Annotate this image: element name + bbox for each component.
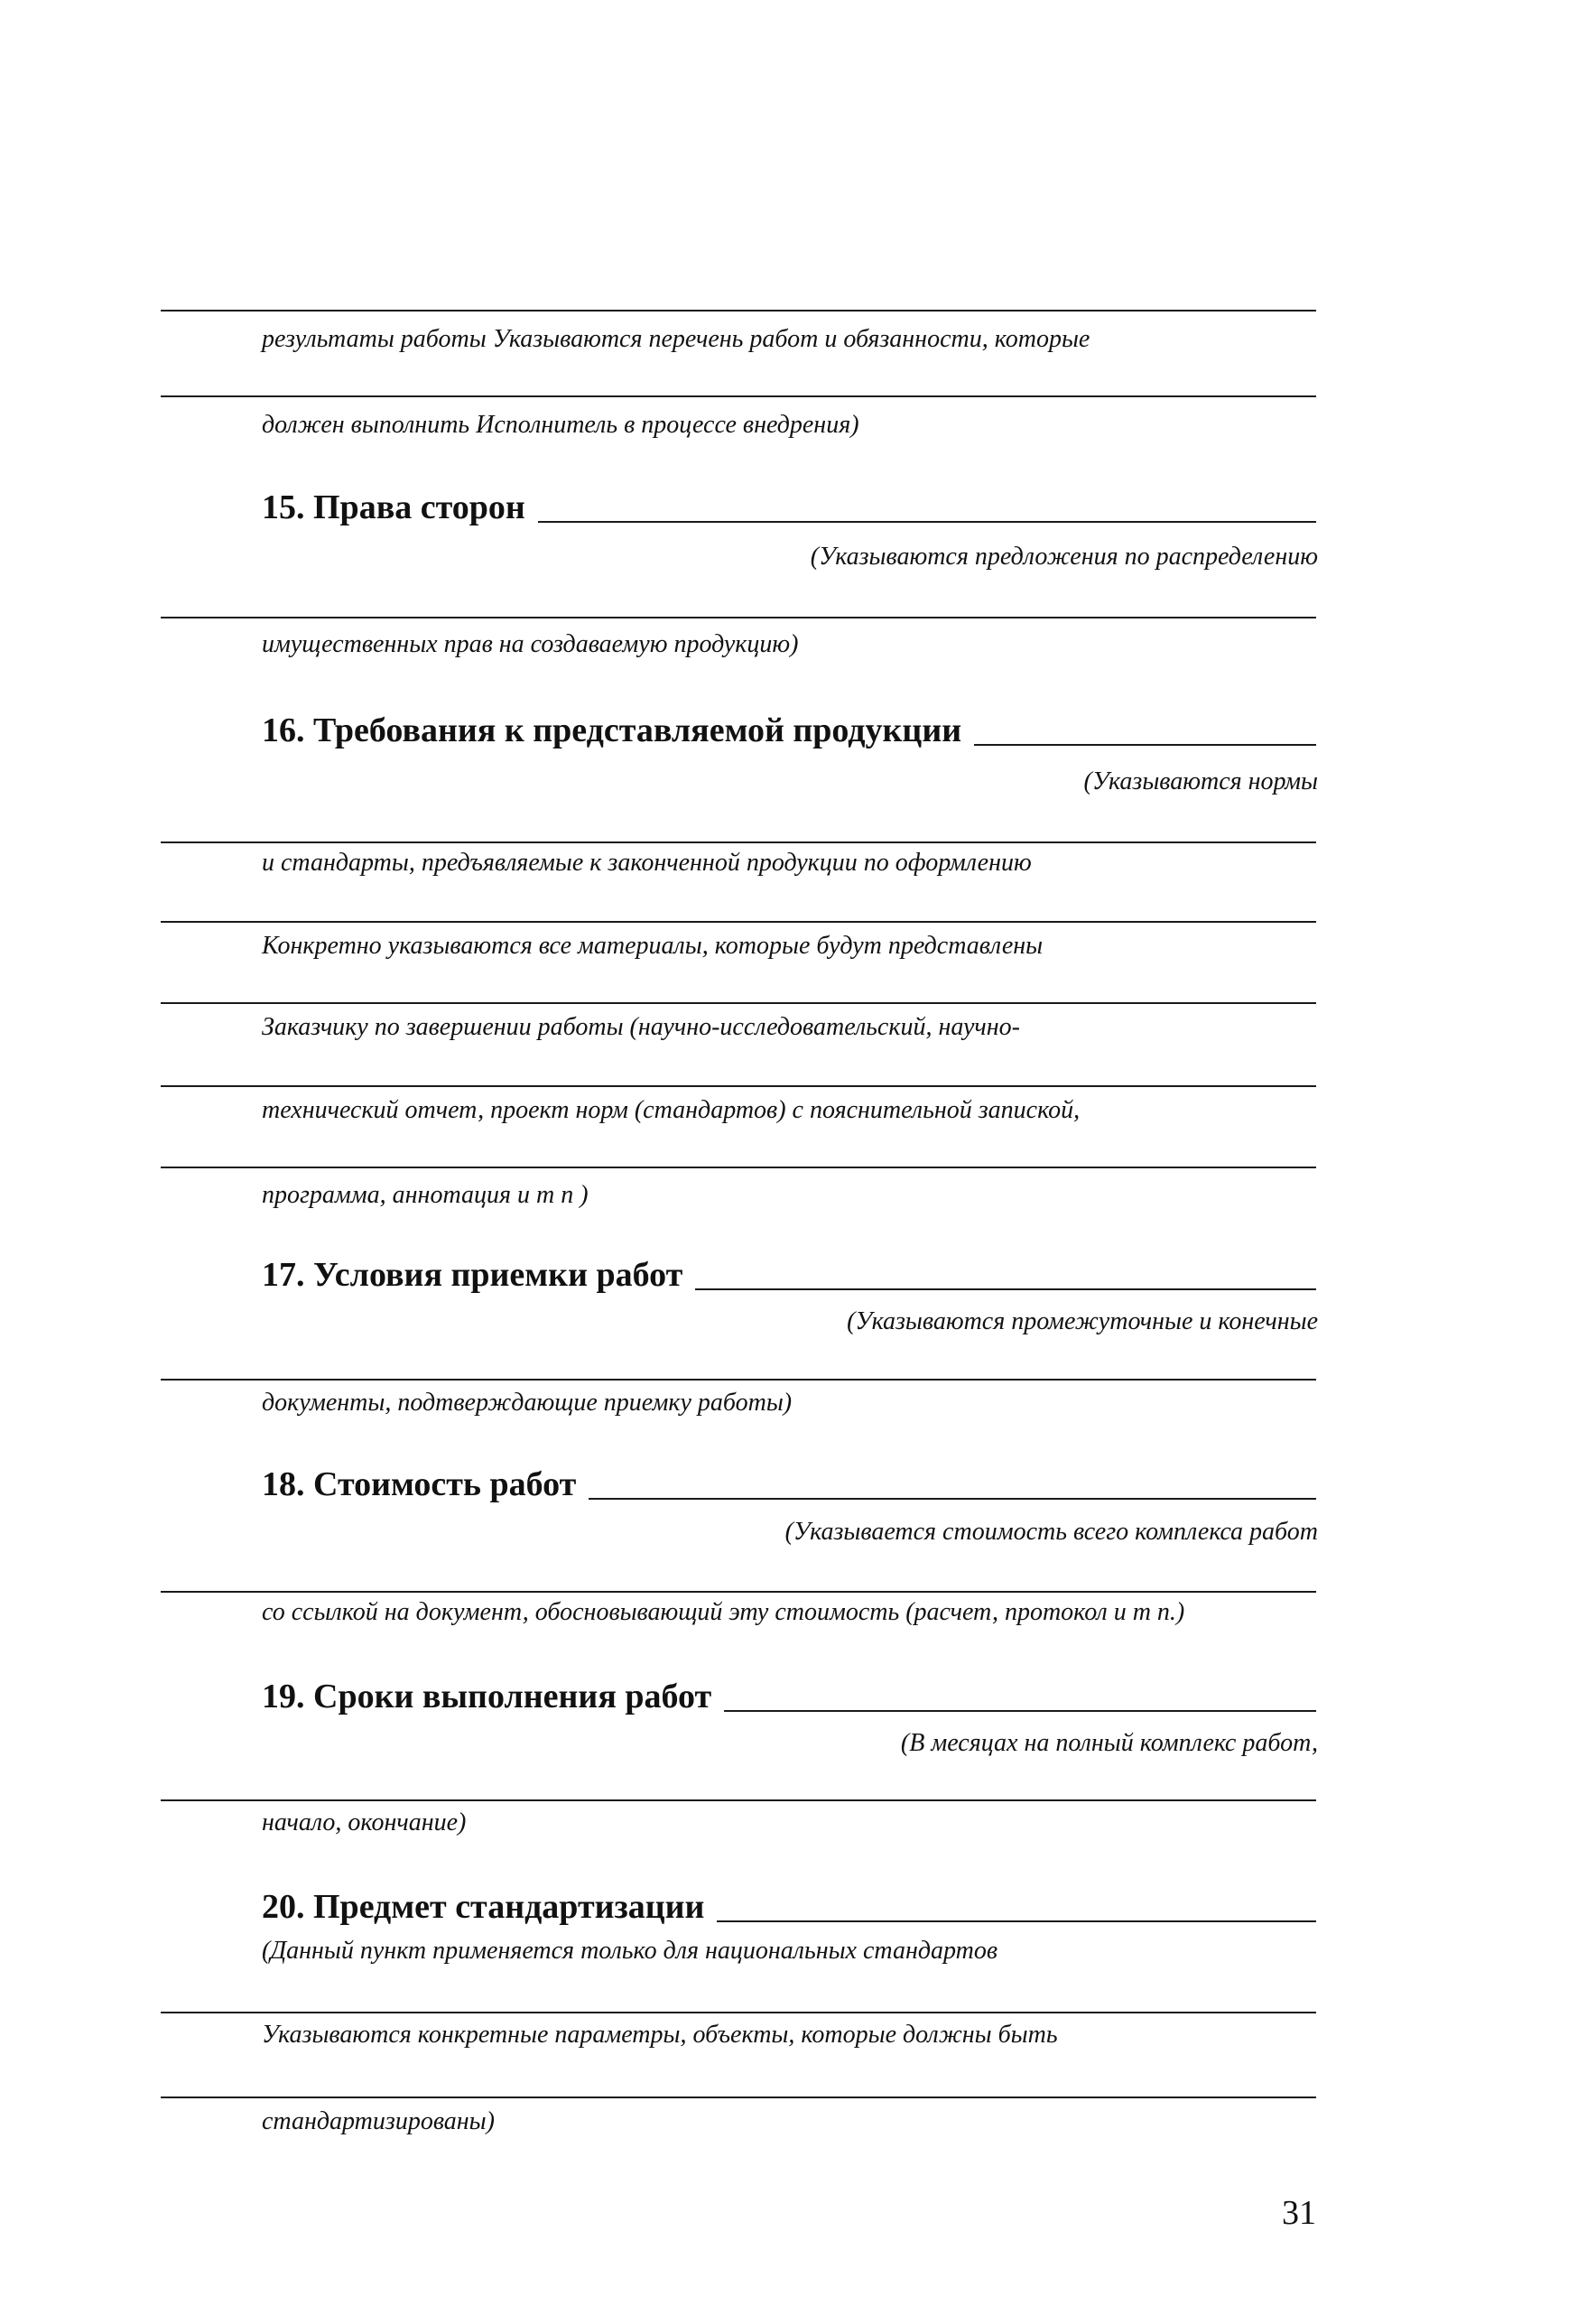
note-line: и стандарты, предъявляемые к законченной продукции по оформлению (262, 849, 1032, 877)
fill-line (974, 744, 1316, 746)
rule-line (161, 310, 1316, 311)
section-heading: 17. Условия приемки работ (262, 1256, 683, 1294)
note-line: документы, подтверждающие приемку работы) (262, 1389, 793, 1417)
note-line: должен выполнить Исполнитель в процессе внедрения) (262, 411, 859, 439)
fill-line (538, 521, 1316, 523)
rule-line (161, 921, 1316, 923)
section-20 (262, 1890, 1316, 1924)
fill-line (724, 1710, 1316, 1712)
note-line: Заказчику по завершении работы (научно-исследовательский, научно- (262, 1013, 1020, 1041)
section-hint: (Указываются нормы (1083, 767, 1318, 795)
rule-line (161, 1591, 1316, 1593)
section-heading: 20. Предмет стандартизации (262, 1888, 705, 1926)
section-16 (262, 713, 1316, 748)
rule-line (161, 1799, 1316, 1801)
section-hint: (Указываются предложения по распределению (810, 543, 1318, 571)
note-line: программа, аннотация и т п ) (262, 1181, 589, 1209)
section-heading: 19. Сроки выполнения работ (262, 1678, 712, 1715)
rule-line (161, 1167, 1316, 1168)
note-line: результаты работы Указываются перечень работ и обязанности, которые (262, 325, 1090, 353)
fill-line (695, 1288, 1316, 1290)
note-line: со ссылкой на документ, обосновывающий эту стоимость (расчет, протокол и т п.) (262, 1598, 1185, 1626)
fill-line (717, 1920, 1316, 1922)
section-heading: 16. Требования к представляемой продукции (262, 711, 962, 749)
rule-line (161, 2012, 1316, 2013)
note-line: стандартизированы) (262, 2107, 495, 2135)
section-15 (262, 490, 1316, 525)
note-line: начало, окончание) (262, 1808, 467, 1836)
rule-line (161, 2097, 1316, 2098)
section-17 (262, 1258, 1316, 1292)
page-number: 31 (1282, 2194, 1316, 2232)
section-heading: 15. Права сторон (262, 488, 525, 526)
rule-line (161, 395, 1316, 397)
note-line: Указываются конкретные параметры, объекты, которые должны быть (262, 2021, 1058, 2049)
fill-line (589, 1498, 1316, 1500)
section-19 (262, 1679, 1316, 1714)
rule-line (161, 1002, 1316, 1004)
section-hint: (Указывается стоимость всего комплекса работ (784, 1518, 1318, 1546)
section-heading: 18. Стоимость работ (262, 1465, 577, 1503)
rule-line (161, 1379, 1316, 1381)
rule-line (161, 841, 1316, 843)
section-hint: (Данный пункт применяется только для национальных стандартов (262, 1937, 998, 1965)
section-hint: (Указываются промежуточные и конечные (847, 1307, 1318, 1335)
rule-line (161, 617, 1316, 618)
note-line: имущественных прав на создаваемую продукцию) (262, 630, 799, 658)
section-18 (262, 1467, 1316, 1501)
note-line: технический отчет, проект норм (стандартов) с пояснительной запиской, (262, 1096, 1081, 1124)
rule-line (161, 1085, 1316, 1087)
note-line: Конкретно указываются все материалы, которые будут представлены (262, 932, 1044, 960)
section-hint: (В месяцах на полный комплекс работ, (900, 1729, 1318, 1757)
